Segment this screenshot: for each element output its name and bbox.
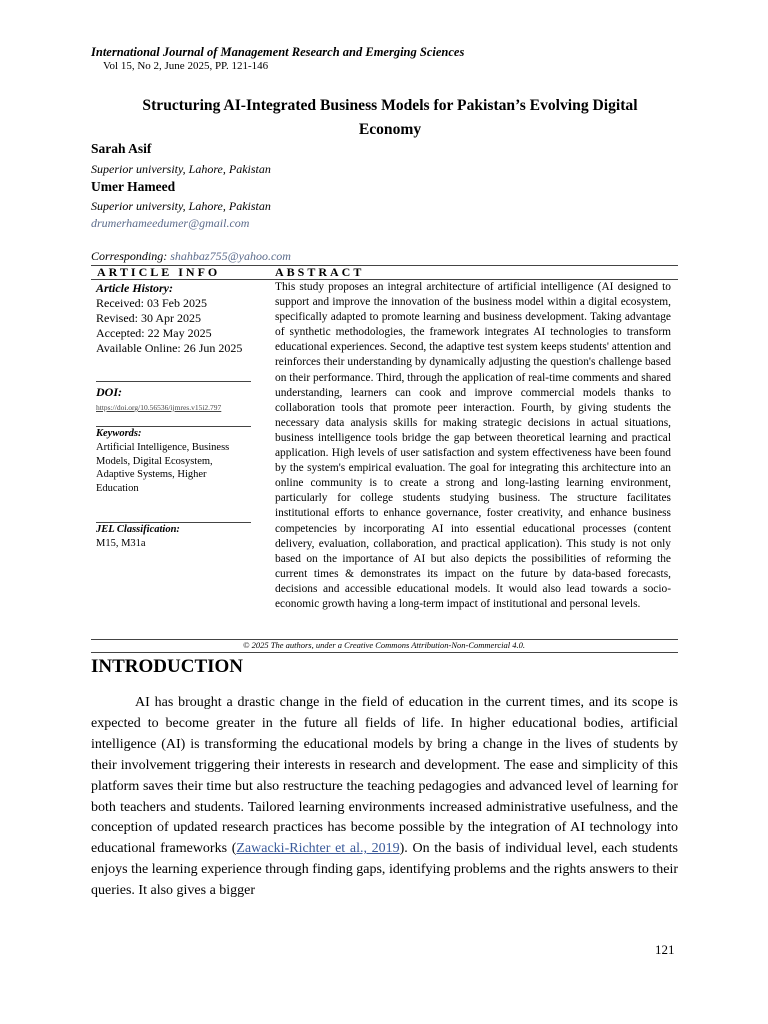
info-divider [96, 381, 251, 382]
introduction-heading: INTRODUCTION [91, 656, 244, 677]
page-number: 121 [655, 942, 675, 957]
received-date: Received: 03 Feb 2025 [96, 296, 207, 310]
jel-label: JEL Classification: [96, 524, 180, 535]
keywords-list: Artificial Intelligence, Business Models, Digital Ecosystem, Adaptive Systems, Higher Education [96, 442, 230, 494]
corresponding-email[interactable]: shahbaz755@yahoo.com [170, 249, 291, 263]
paper-title: Structuring AI-Integrated Business Models for Pakistan’s Evolving Digital Economy [142, 97, 638, 138]
accepted-date: Accepted: 22 May 2025 [96, 326, 212, 340]
online-date: Available Online: 26 Jun 2025 [96, 341, 243, 355]
intro-text: AI has brought a drastic change in the field of education in the current times, and its scope is expected to become greater in the future all fields of life. In higher educational bodies, artificial intelligence (AI) is transforming the educational models by bring a change in the lives of students by their involvement triggering their interests in research and development. The ease and simplicity of this platform saves their time but also restructure the teaching pedagogies and advanced level of learning for both teachers and students. Tailored learning environments increased administrative usefulness, and the conception of updated research practices has become possible by the integration of AI technology into educational frameworks ( [91, 695, 678, 857]
author-affiliation: Superior university, Lahore, Pakistan [91, 199, 271, 213]
author-name: Sarah Asif [91, 141, 152, 156]
introduction-paragraph [91, 693, 678, 902]
article-info-heading: ARTICLE INFO [97, 265, 221, 279]
keywords-label: Keywords: [96, 428, 142, 439]
doi-link[interactable]: https://doi.org/10.56536/ijmres.v15i2.797 [96, 403, 222, 412]
author-name: Umer Hameed [91, 179, 176, 194]
jel-block [96, 522, 251, 551]
abstract-heading: ABSTRACT [275, 265, 365, 279]
license-note: © 2025 The authors, under a Creative Commons Attribution-Non-Commercial 4.0. [243, 640, 525, 650]
intro-text: ). On the basis of individual level, each students enjoys the learning experience through finding gaps, identifying problems and the rights answers to their queries. It also gives a bigger [91, 841, 678, 899]
license-rule [91, 652, 678, 653]
article-history [96, 281, 251, 356]
corresponding-label: Corresponding: [91, 249, 168, 263]
revised-date: Revised: 30 Apr 2025 [96, 311, 201, 325]
keywords-block [96, 426, 251, 495]
journal-name: International Journal of Management Research and Emerging Sciences [91, 45, 465, 59]
citation-link[interactable]: Zawacki-Richter et al., 2019 [236, 841, 400, 857]
doi-block [96, 385, 251, 415]
corresponding-line [91, 249, 291, 264]
author-email[interactable]: drumerhameedumer@gmail.com [91, 216, 250, 230]
jel-codes: M15, M31a [96, 538, 146, 549]
volume-info: Vol 15, No 2, June 2025, PP. 121-146 [103, 60, 269, 72]
doi-label: DOI: [96, 385, 122, 399]
history-label: Article History: [96, 281, 173, 295]
abstract-text: This study proposes an integral architecture of artificial intelligence (AI designed to support and improve the innovation of the business model within a digital ecosystem, specifically adapted to promote learning and business development. Taking advantage of synthetic methodologies, the framework integrates AI technologies to transform educational experiences. Second, the adaptive test system keeps students' attention and reinforces their understanding by dynamically adjusting the question's challenge based on their performance. Third, through the application of real-time comments and shared understanding, learners can cook and improve commercial models thanks to collaboration tools that promote peer interaction. Fourth, by giving students the necessary data analysis skills for making strategic decisions in actual situations, business intelligence tools bridge the gap between theoretical learning and practical application. High levels of user satisfaction and system effectiveness have been found by the system's empirical evaluation. The goal for integrating this architecture into an online community is to create a strong and long-lasting learning environment, particularly for college students studying business. The structure facilitates institutional efforts to enhance governance, foster creativity, and enhance business competencies by incorporating AI into essential educational processes (content delivery, evaluation, collaboration, and practical application). This study is not only based on the importance of AI but also depicts the possibilities of reforming the current times & demonstrates its impact on the future by data-based forecasts, decisions and accessible educational models. It would also lead towards a socio-economic growth having a long-term impact of institutional and personal levels. [275, 281, 671, 610]
author-affiliation: Superior university, Lahore, Pakistan [91, 162, 271, 176]
